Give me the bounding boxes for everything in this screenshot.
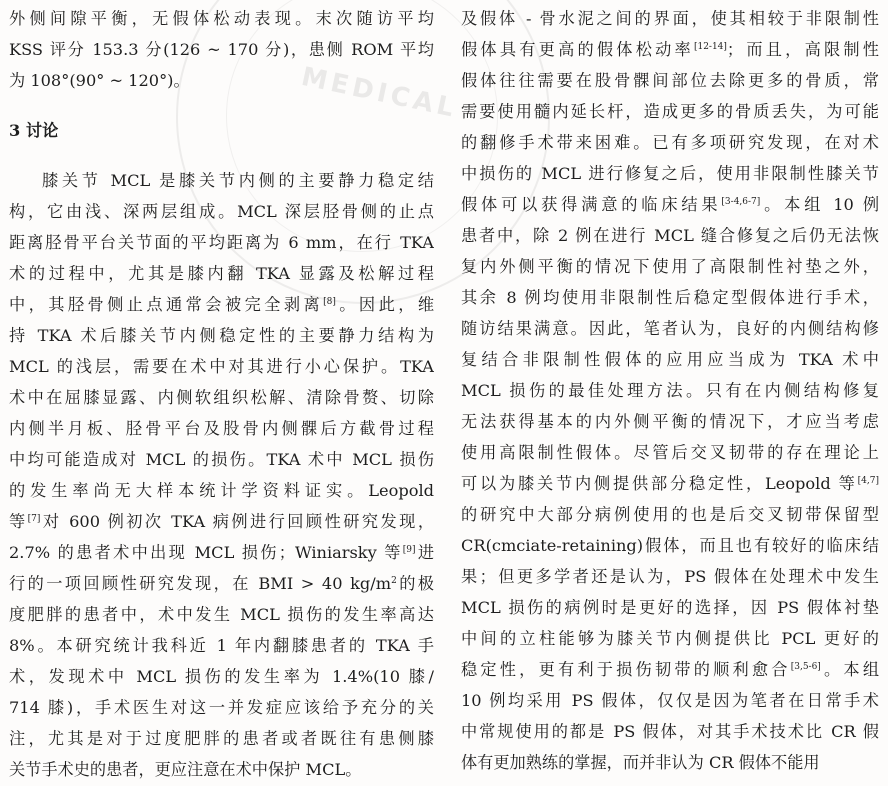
citation-ref: [7] <box>27 514 41 524</box>
text-line <box>461 283 879 314</box>
text-line <box>9 414 434 445</box>
text-line <box>461 748 879 779</box>
line-text: 术的过程中，尤其是膝内翻 TKA 显露及松解过程 <box>9 264 434 283</box>
citation-ref: [4,7] <box>857 476 879 486</box>
line-text: 体有更加熟练的掌握，而并非认为 CR 假体不能用 <box>461 753 820 772</box>
line-text: 的研究中大部分病例使用的也是后交叉韧带保留型 <box>461 505 879 524</box>
line-text: 膝关节 MCL 是膝关节内侧的主要静力稳定结 <box>42 171 434 190</box>
line-text: 的发生率尚无大样本统计学资料证实。Leopold <box>9 481 434 500</box>
text-line <box>461 252 879 283</box>
line-text: 稳定性，更有利于损伤韧带的顺利愈合 <box>461 660 791 679</box>
text-line <box>461 593 879 624</box>
line-text: 其余 8 例均使用非限制性后稳定型假体进行手术， <box>461 288 879 307</box>
line-text: 及假体 - 骨水泥之间的界面，使其相较于非限制性 <box>461 9 879 28</box>
text-line <box>9 724 434 755</box>
line-text: CR(cmciate-retaining)假体，而且也有较好的临床结 <box>461 536 879 555</box>
spacer <box>9 97 434 116</box>
line-text: 随访结果满意。因此，笔者认为，良好的内侧结构修 <box>461 319 879 338</box>
citation-ref: [3-4,6-7] <box>721 197 761 207</box>
line-text: 注，尤其是对于过度肥胖的患者或者既往有患侧膝 <box>9 729 434 748</box>
watermark-text: MEDICAL <box>298 61 461 125</box>
line-text: 行的一项回顾性研究发现，在 BMI > 40 kg/m <box>9 574 392 593</box>
text-line <box>9 35 434 66</box>
line-text: 复内外侧平衡的情况下使用了高限制性衬垫之外， <box>461 257 879 276</box>
line-text: 中间的立柱能够为膝关节内侧提供比 PCL 更好的 <box>461 629 879 648</box>
citation-ref: [12-14] <box>693 42 727 52</box>
line-text: 3 讨论 <box>9 121 59 140</box>
text-line <box>461 128 879 159</box>
text-line <box>461 314 879 345</box>
line-text: KSS 评分 153.3 分(126 ~ 170 分)，患侧 ROM 平均 <box>9 40 434 59</box>
line-text: 构，它由浅、深两层组成。MCL 深层胫骨侧的止点 <box>9 202 434 221</box>
text-line <box>461 686 879 717</box>
text-line <box>461 407 879 438</box>
text-line <box>9 321 434 352</box>
text-line <box>461 190 879 221</box>
text-line <box>9 445 434 476</box>
line-text: 8%。本研究统计我科近 1 年内翻膝患者的 TKA 手 <box>9 636 434 655</box>
text-line <box>461 66 879 97</box>
line-text: 使用高限制性假体。尽管后交叉韧带的存在理论上 <box>461 443 879 462</box>
line-text: 2.7% 的患者术中出现 MCL 损伤；Winiarsky 等 <box>9 543 403 562</box>
line-text: 假体往往需要在股骨髁间部位去除更多的骨质，常 <box>461 71 879 90</box>
line-text-after: 的极 <box>396 574 434 593</box>
text-line <box>461 221 879 252</box>
line-text: 外侧间隙平衡，无假体松动表现。末次随访平均 <box>9 9 434 28</box>
line-text: 术中在屈膝显露、内侧软组织松解、清除骨赘、切除 <box>9 388 434 407</box>
text-line <box>461 500 879 531</box>
text-line <box>461 438 879 469</box>
line-text: 中，其胫骨侧止点通常会被完全剥离 <box>9 295 324 314</box>
line-text: 内侧半月板、胫骨平台及股骨内侧髁后方截骨过程 <box>9 419 434 438</box>
text-line <box>9 228 434 259</box>
line-text-after: ；而且，高限制性 <box>726 40 879 59</box>
left-text-column <box>9 4 434 786</box>
line-text: 的翻修手术带来困难。已有多项研究发现，在对术 <box>461 133 879 152</box>
line-text-after: 对 600 例初次 TKA 病例进行回顾性研究发现， <box>40 512 434 531</box>
line-text: 术，发现术中 MCL 损伤的发生率为 1.4%(10 膝/ <box>9 667 434 686</box>
text-line <box>461 97 879 128</box>
line-text: 距离胫骨平台关节面的平均距离为 6 mm，在行 TKA <box>9 233 434 252</box>
text-line <box>9 4 434 35</box>
text-line <box>461 655 879 686</box>
spacer <box>9 147 434 166</box>
line-text: 中常规使用的都是 PS 假体，对其手术技术比 CR 假 <box>461 722 879 741</box>
text-line <box>461 4 879 35</box>
text-line <box>9 383 434 414</box>
line-text: 714 膝)，手术医生对这一并发症应该给予充分的关 <box>9 698 434 717</box>
text-line <box>9 538 434 569</box>
line-text: 等 <box>9 512 28 531</box>
text-line <box>461 562 879 593</box>
text-line <box>9 290 434 321</box>
text-line <box>9 259 434 290</box>
line-text: 10 例均采用 PS 假体，仅仅是因为笔者在日常手术 <box>461 691 879 710</box>
text-line <box>461 531 879 562</box>
text-line <box>9 66 434 97</box>
text-line <box>461 469 879 500</box>
line-text: 假体可以获得满意的临床结果 <box>461 195 722 214</box>
text-line <box>9 476 434 507</box>
text-line <box>461 345 879 376</box>
text-line <box>461 376 879 407</box>
text-line <box>9 693 434 724</box>
text-line <box>9 600 434 631</box>
text-line <box>9 631 434 662</box>
line-text: 关节手术史的患者，更应注意在术中保护 MCL。 <box>9 760 362 779</box>
citation-ref: [9] <box>402 545 416 555</box>
text-line <box>9 569 434 600</box>
text-line <box>9 352 434 383</box>
text-line <box>461 624 879 655</box>
line-text: 持 TKA 术后膝关节内侧稳定性的主要静力结构为 <box>9 326 434 345</box>
line-text: 中均可能造成对 MCL 的损伤。TKA 术中 MCL 损伤 <box>9 450 434 469</box>
citation-ref: [8] <box>323 297 336 307</box>
line-text: MCL 损伤的病例时是更好的选择，因 PS 假体衬垫 <box>461 598 879 617</box>
line-text-after: 进 <box>415 543 434 562</box>
line-text: 果；但更多学者还是认为，PS 假体在处理术中发生 <box>461 567 879 586</box>
line-text-after: 。本组 10 例 <box>760 195 879 214</box>
line-text-after: 。因此，维 <box>335 295 434 314</box>
line-text: 需要使用髓内延长杆，造成更多的骨质丢失，为可能 <box>461 102 879 121</box>
line-text: 度肥胖的患者中，术中发生 MCL 损伤的发生率高达 <box>9 605 434 624</box>
text-line <box>9 662 434 693</box>
line-text: 患者中，除 2 例在进行 MCL 缝合修复之后仍无法恢 <box>461 226 879 245</box>
citation-ref: 2 <box>391 576 397 586</box>
text-line <box>461 159 879 190</box>
citation-ref: [3,5-6] <box>790 662 821 672</box>
text-line <box>9 507 434 538</box>
line-text: 假体具有更高的假体松动率 <box>461 40 694 59</box>
text-line <box>461 717 879 748</box>
line-text: MCL 的浅层，需要在术中对其进行小心保护。TKA <box>9 357 434 376</box>
line-text: MCL 损伤的最佳处理方法。只有在内侧结构修复 <box>461 381 879 400</box>
text-line <box>9 197 434 228</box>
line-text: 复结合非限制性假体的应用应当成为 TKA 术中 <box>461 350 879 369</box>
line-text: 中损伤的 MCL 进行修复之后，使用非限制性膝关节 <box>461 164 879 183</box>
line-text: 可以为膝关节内侧提供部分稳定性，Leopold 等 <box>461 474 858 493</box>
text-line <box>9 116 434 147</box>
right-text-column <box>461 4 879 779</box>
line-text: 为 108°(90° ~ 120°)。 <box>9 71 190 90</box>
text-line <box>9 166 434 197</box>
line-text-after: 。本组 <box>820 660 879 679</box>
line-text: 无法获得基本的内外侧平衡的情况下，才应当考虑 <box>461 412 879 431</box>
text-line <box>9 755 434 786</box>
text-line <box>461 35 879 66</box>
